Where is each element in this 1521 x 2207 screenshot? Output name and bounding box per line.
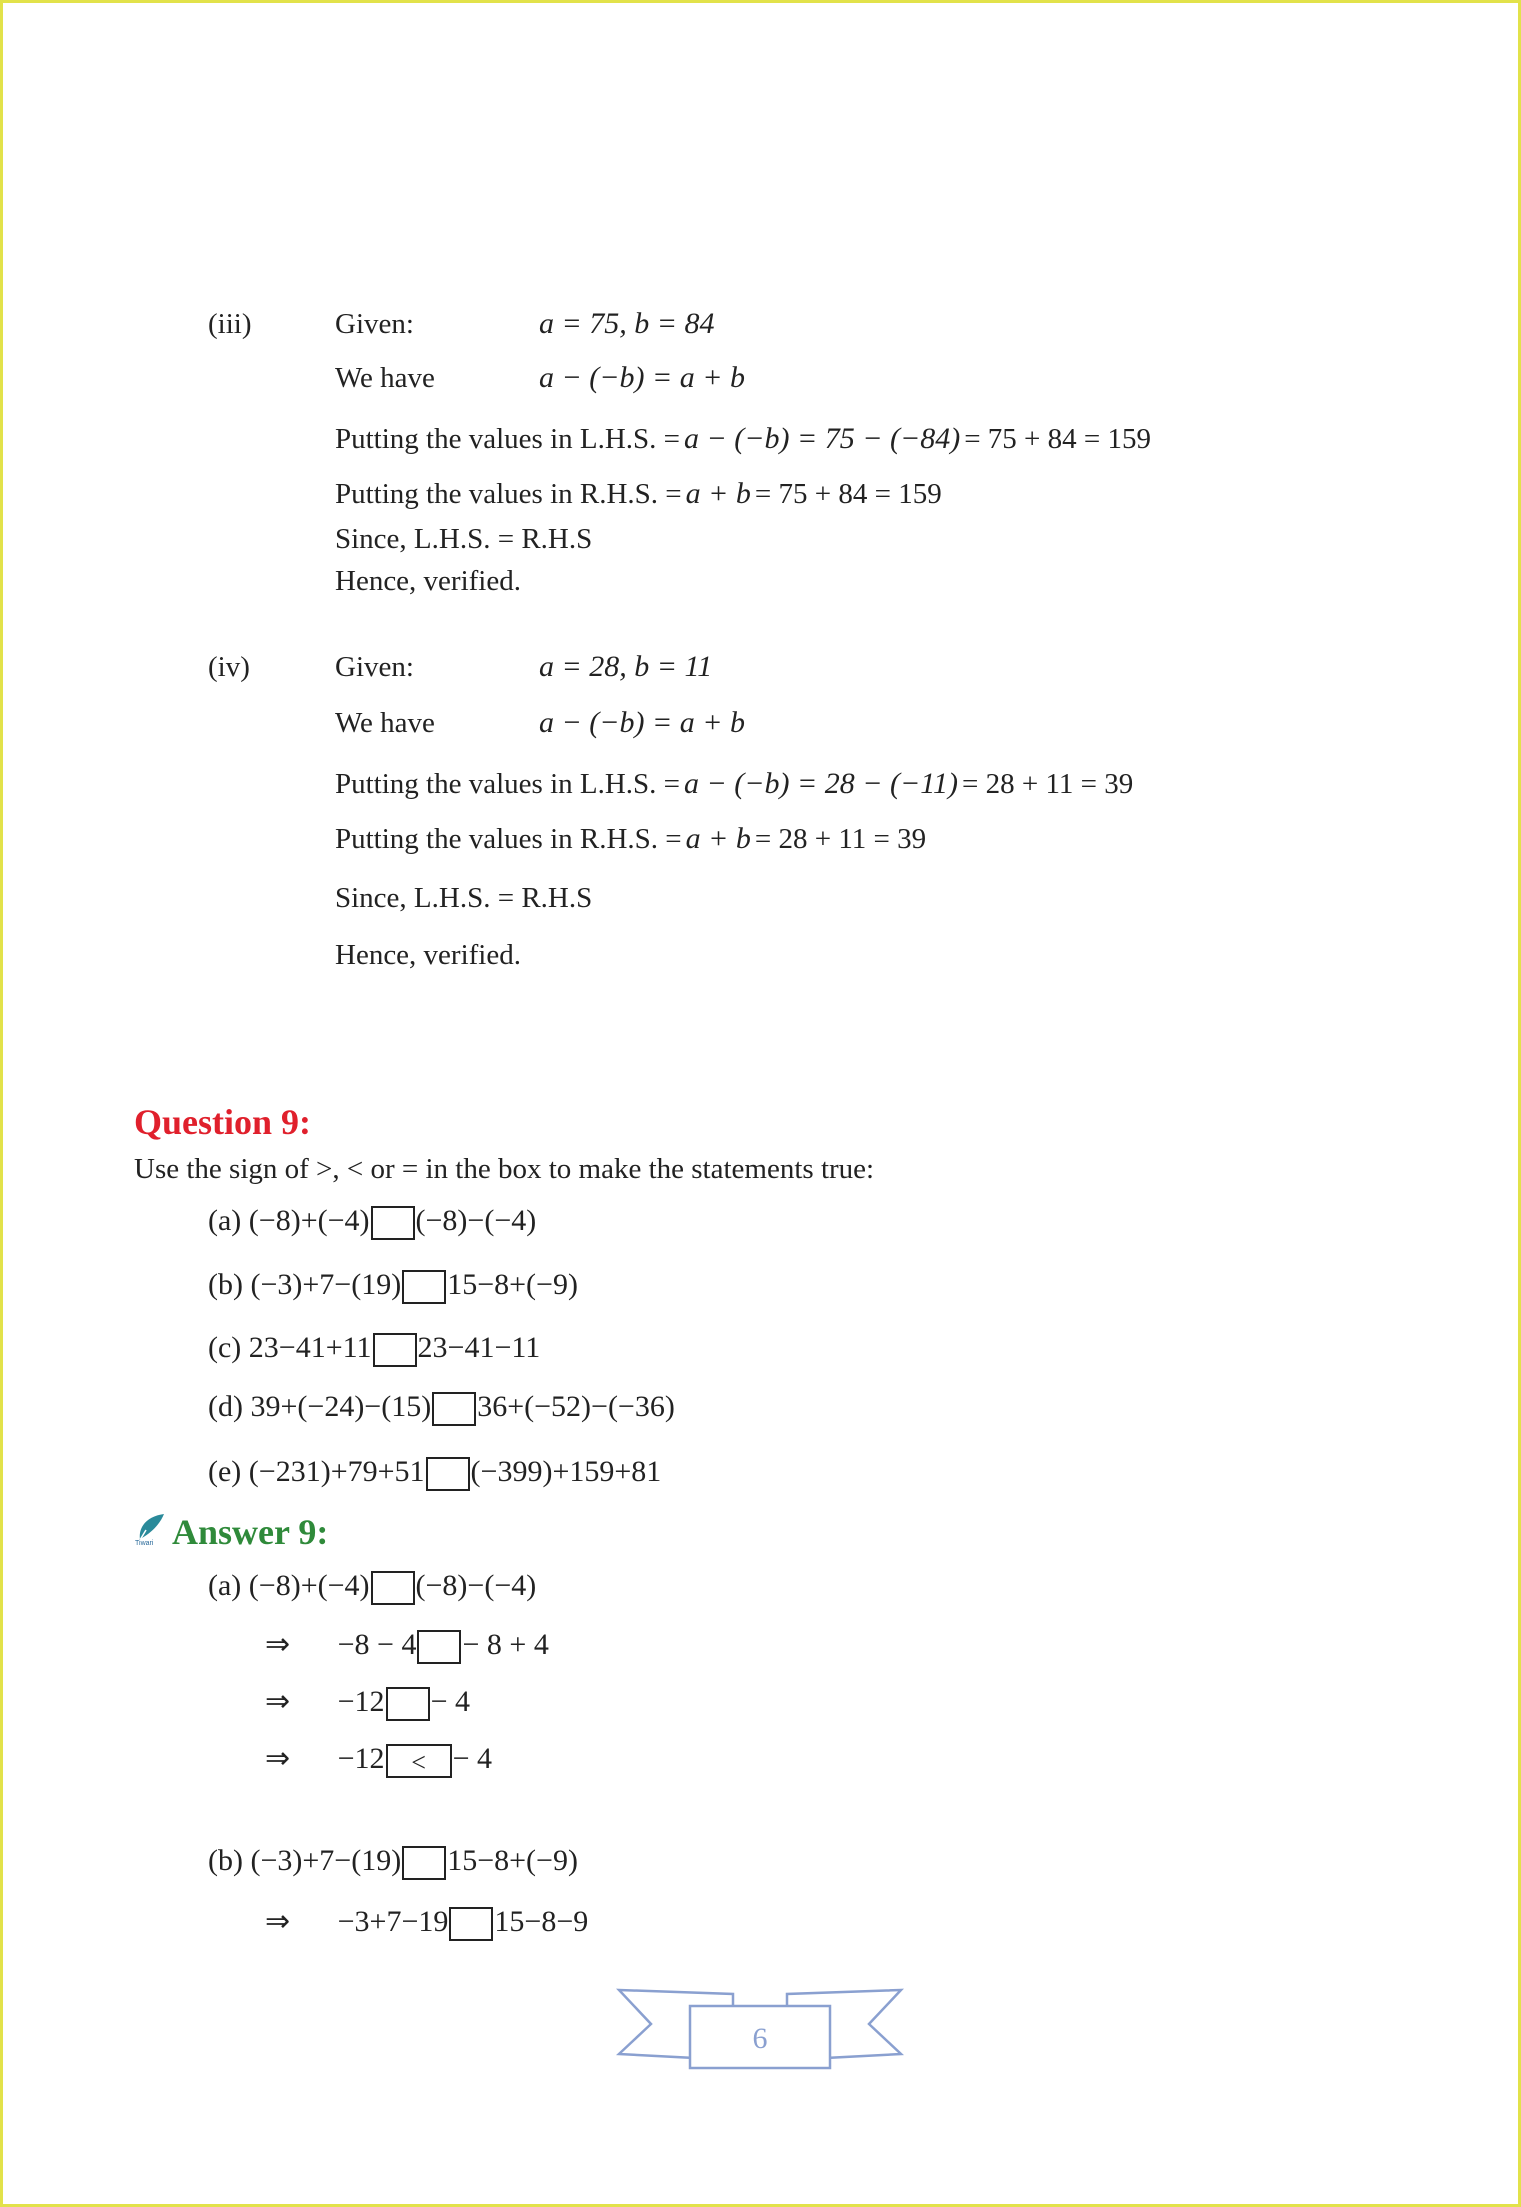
rhs-math: a + b — [685, 477, 751, 510]
since-line: Since, L.H.S. = R.H.S — [335, 523, 593, 555]
implies-icon: ⇒ — [265, 1685, 291, 1718]
item-left: (−8)+(−4) — [248, 1569, 370, 1602]
item-left: (−3)+7−(19) — [250, 1268, 402, 1301]
item-label: (b) — [208, 1268, 243, 1301]
item-right: 36+(−52)−(−36) — [477, 1390, 675, 1423]
rhs-result: = 28 + 11 = 39 — [754, 823, 927, 855]
answer-box — [371, 1206, 415, 1240]
page-number: 6 — [752, 2022, 768, 2055]
step-right: − 4 — [452, 1742, 492, 1775]
implies-icon: ⇒ — [265, 1905, 291, 1938]
item-label: (b) — [208, 1844, 243, 1877]
hence-line: Hence, verified. — [335, 565, 521, 597]
item-right: 15−8+(−9) — [447, 1844, 578, 1877]
step-right: 15−8−9 — [494, 1905, 589, 1938]
rhs-result: = 75 + 84 = 159 — [754, 478, 942, 510]
answer-b-step-1 — [265, 1904, 588, 1941]
question-item-a — [208, 1203, 536, 1240]
lhs-text: Putting the values in L.H.S. = — [335, 423, 681, 455]
lhs-text: Putting the values in L.H.S. = — [335, 768, 681, 800]
question-instruction: Use the sign of >, < or = in the box to make the statements true: — [134, 1153, 875, 1185]
answer-box — [417, 1630, 461, 1664]
since-line: Since, L.H.S. = R.H.S — [335, 882, 593, 914]
identity: a − (−b) = a + b — [539, 706, 745, 739]
item-right: (−8)−(−4) — [415, 1569, 537, 1602]
lhs-line — [335, 766, 1133, 807]
given-label: Given: — [335, 308, 414, 340]
rhs-line — [335, 476, 942, 517]
answer-box — [402, 1270, 446, 1304]
step-left: −12 — [337, 1685, 385, 1718]
item-left: (−8)+(−4) — [248, 1204, 370, 1237]
part-label: (iii) — [208, 308, 252, 340]
item-label: (a) — [208, 1569, 242, 1602]
item-label: (d) — [208, 1390, 243, 1423]
lhs-line — [335, 421, 1151, 462]
step-left: −3+7−19 — [337, 1905, 449, 1938]
item-label: (a) — [208, 1204, 242, 1237]
item-left: (−3)+7−(19) — [250, 1844, 402, 1877]
lhs-result: = 28 + 11 = 39 — [961, 768, 1134, 800]
answer-box — [449, 1907, 493, 1941]
we-have-label: We have — [335, 707, 435, 739]
item-right: 23−41−11 — [417, 1331, 541, 1364]
answer-b-statement — [208, 1843, 578, 1880]
item-right: (−399)+159+81 — [470, 1455, 662, 1488]
item-left: (−231)+79+51 — [248, 1455, 425, 1488]
question-item-b — [208, 1267, 578, 1304]
lhs-math: a − (−b) = 28 − (−11) — [684, 767, 958, 800]
part-label: (iv) — [208, 651, 250, 683]
given-label: Given: — [335, 651, 414, 683]
given-value: a = 28, b = 11 — [539, 650, 713, 683]
answer-box — [371, 1571, 415, 1605]
lhs-result: = 75 + 84 = 159 — [964, 423, 1152, 455]
hence-line: Hence, verified. — [335, 939, 521, 971]
answer-box — [386, 1687, 430, 1721]
answer-a-step-2 — [265, 1684, 470, 1721]
step-left: −8 − 4 — [337, 1628, 417, 1661]
item-right: (−8)−(−4) — [415, 1204, 537, 1237]
we-have-label: We have — [335, 362, 435, 394]
tiwari-logo-icon — [132, 1510, 168, 1546]
answer-box — [402, 1846, 446, 1880]
question-heading: Question 9: — [134, 1102, 312, 1142]
answer-heading: Answer 9: — [172, 1512, 329, 1552]
identity: a − (−b) = a + b — [539, 361, 745, 394]
answer-a-step-1 — [265, 1627, 549, 1664]
step-right: − 4 — [430, 1685, 470, 1718]
item-label: (e) — [208, 1455, 242, 1488]
rhs-text: Putting the values in R.H.S. = — [335, 823, 682, 855]
lhs-math: a − (−b) = 75 − (−84) — [684, 422, 961, 455]
implies-icon: ⇒ — [265, 1628, 291, 1661]
rhs-text: Putting the values in R.H.S. = — [335, 478, 682, 510]
answer-box — [373, 1333, 417, 1367]
question-item-d — [208, 1389, 675, 1426]
item-left: 23−41+11 — [248, 1331, 372, 1364]
question-item-e — [208, 1454, 661, 1491]
answer-box — [432, 1392, 476, 1426]
rhs-line — [335, 821, 926, 862]
item-left: 39+(−24)−(15) — [250, 1390, 432, 1423]
implies-icon: ⇒ — [265, 1742, 291, 1775]
rhs-math: a + b — [685, 822, 751, 855]
answer-box — [426, 1457, 470, 1491]
answer-box: < — [386, 1744, 452, 1778]
svg-text:Tiwari: Tiwari — [135, 1540, 154, 1546]
given-value: a = 75, b = 84 — [539, 307, 715, 340]
answer-a-step-3 — [265, 1741, 492, 1778]
question-item-c — [208, 1330, 540, 1367]
step-right: − 8 + 4 — [462, 1628, 549, 1661]
answer-a-statement — [208, 1568, 536, 1605]
item-label: (c) — [208, 1331, 242, 1364]
item-right: 15−8+(−9) — [447, 1268, 578, 1301]
step-left: −12 — [337, 1742, 385, 1775]
